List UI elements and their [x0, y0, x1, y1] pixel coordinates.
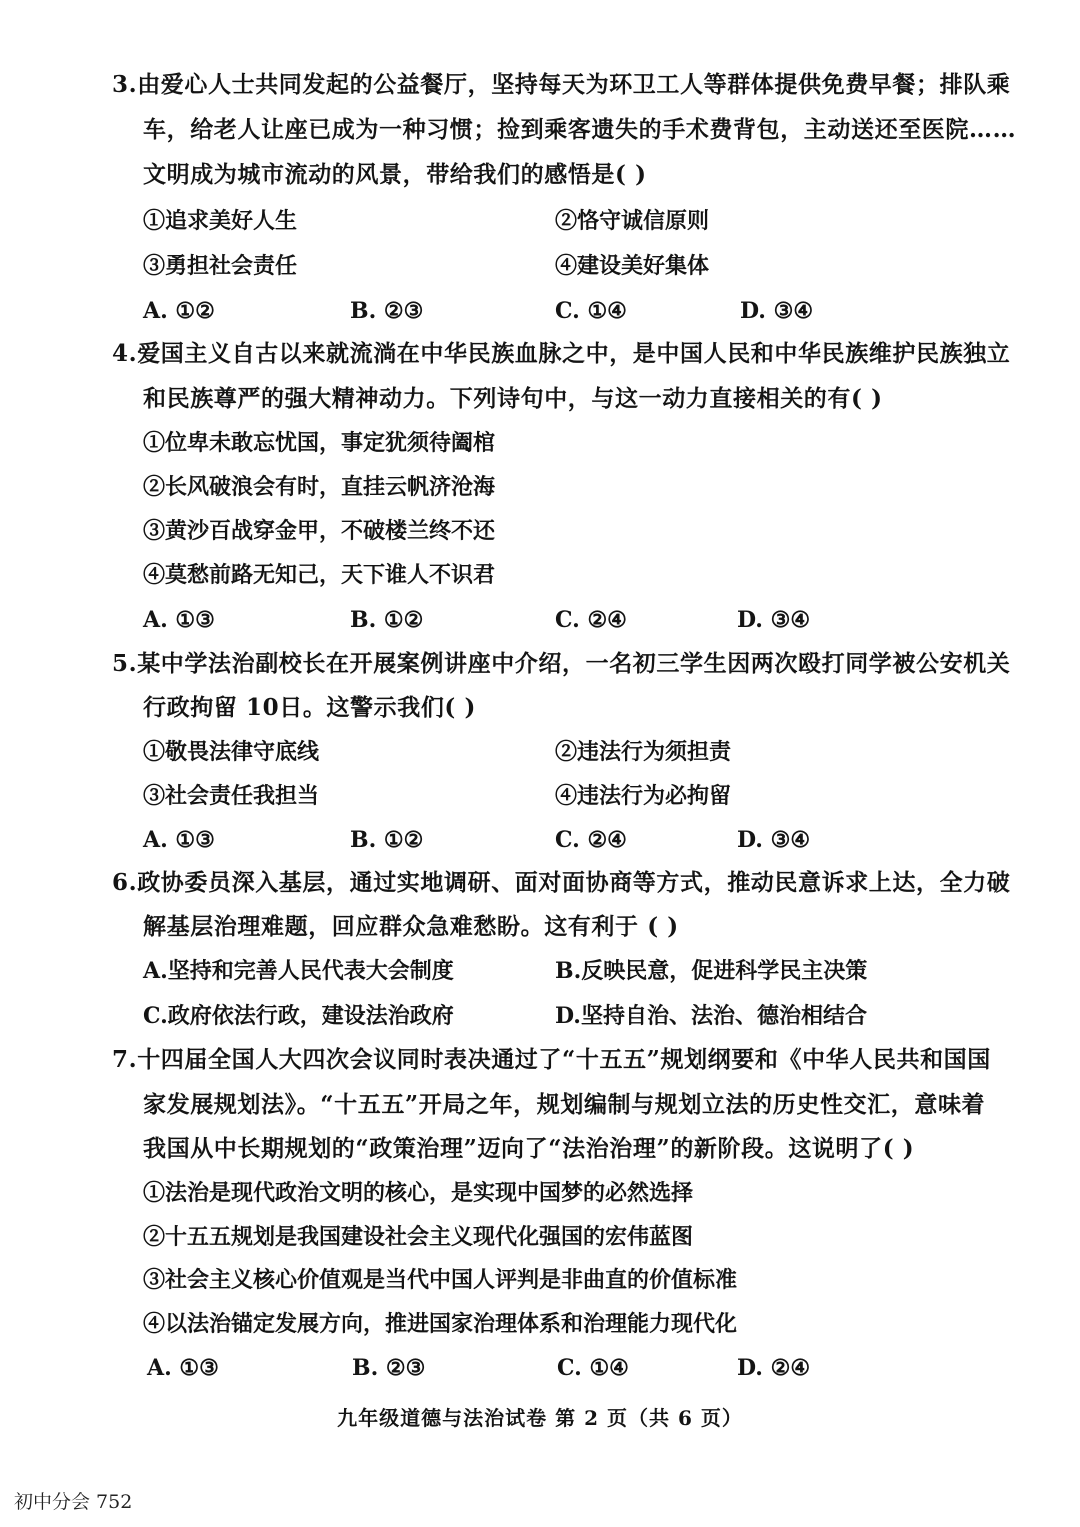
- question-7-choice-a: A. ①③: [147, 1355, 219, 1381]
- question-7-stem-line-3: 我国从中长期规划的“政策治理”迈向了“法治治理”的新阶段。这说明了( ): [143, 1135, 915, 1162]
- question-5-stem-line-1: 5.某中学法治副校长在开展案例讲座中介绍，一名初三学生因两次殴打同学被公安机关: [112, 650, 1011, 677]
- question-7-statement-3: ③社会主义核心价值观是当代中国人评判是非曲直的价值标准: [143, 1267, 738, 1293]
- question-3-statement-2: ②恪守诚信原则: [555, 208, 710, 234]
- question-6-stem-line-1: 6.政协委员深入基层，通过实地调研、面对面协商等方式，推动民意诉求上达，全力破: [112, 869, 1011, 896]
- question-5-statement-4: ④违法行为必拘留: [555, 783, 732, 809]
- question-7-choice-b: B. ②③: [352, 1355, 426, 1381]
- question-3-choice-c: C. ①④: [555, 298, 627, 324]
- question-7-stem-line-2: 家发展规划法》。“十五五”开局之年，规划编制与规划立法的历史性交汇，意味着: [143, 1091, 986, 1118]
- question-7-choice-c: C. ①④: [557, 1355, 629, 1381]
- question-5-statement-1: ①敬畏法律守底线: [143, 739, 320, 765]
- question-4-choice-c: C. ②④: [555, 607, 627, 633]
- question-3-stem-line-3: 文明成为城市流动的风景，带给我们的感悟是( ): [143, 161, 647, 188]
- question-5-choice-d: D. ③④: [737, 827, 811, 853]
- question-6-choice-c: C.政府依法行政，建设法治政府: [143, 1003, 454, 1029]
- question-3-stem-line-1: 3.由爱心人士共同发起的公益餐厅，坚持每天为环卫工人等群体提供免费早餐；排队乘: [112, 71, 1011, 98]
- question-3-statement-4: ④建设美好集体: [555, 253, 710, 279]
- question-3-stem-line-2: 车，给老人让座已成为一种习惯；捡到乘客遗失的手术费背包，主动送还至医院……: [143, 116, 1017, 143]
- question-4-stem-line-2: 和民族尊严的强大精神动力。下列诗句中，与这一动力直接相关的有( ): [143, 385, 883, 412]
- question-7-stem-line-1: 7.十四届全国人大四次会议同时表决通过了“十五五”规划纲要和《中华人民共和国国: [112, 1046, 991, 1073]
- question-4-choice-d: D. ③④: [737, 607, 811, 633]
- watermark: 初中分会 752: [14, 1491, 133, 1513]
- question-3-choice-a: A. ①②: [143, 298, 215, 324]
- question-3-choice-d: D. ③④: [740, 298, 814, 324]
- question-4-stem-line-1: 4.爱国主义自古以来就流淌在中华民族血脉之中，是中国人民和中华民族维护民族独立: [112, 340, 1011, 367]
- question-4-choice-b: B. ①②: [350, 607, 424, 633]
- question-7-statement-1: ①法治是现代政治文明的核心，是实现中国梦的必然选择: [143, 1180, 694, 1206]
- question-6-stem-line-2: 解基层治理难题，回应群众急难愁盼。这有利于 ( ): [143, 913, 679, 940]
- question-5-stem-line-2: 行政拘留 10日。这警示我们( ): [143, 694, 476, 721]
- question-4-statement-1: ①位卑未敢忘忧国，事定犹须待阖棺: [143, 430, 496, 456]
- question-5-choice-a: A. ①③: [143, 827, 215, 853]
- question-7-statement-2: ②十五五规划是我国建设社会主义现代化强国的宏伟蓝图: [143, 1224, 694, 1250]
- question-7-statement-4: ④以法治锚定发展方向，推进国家治理体系和治理能力现代化: [143, 1311, 738, 1337]
- question-6-choice-b: B.反映民意，促进科学民主决策: [555, 958, 868, 984]
- question-7-choice-d: D. ②④: [737, 1355, 811, 1381]
- question-5-statement-2: ②违法行为须担责: [555, 739, 732, 765]
- question-4-statement-4: ④莫愁前路无知己，天下谁人不识君: [143, 562, 496, 588]
- question-4-statement-3: ③黄沙百战穿金甲，不破楼兰终不还: [143, 518, 496, 544]
- question-4-statement-2: ②长风破浪会有时，直挂云帆济沧海: [143, 474, 496, 500]
- question-3-choice-b: B. ②③: [350, 298, 424, 324]
- question-6-choice-a: A.坚持和完善人民代表大会制度: [143, 958, 454, 984]
- question-3-statement-1: ①追求美好人生: [143, 208, 298, 234]
- question-5-choice-c: C. ②④: [555, 827, 627, 853]
- question-5-choice-b: B. ①②: [350, 827, 424, 853]
- question-5-statement-3: ③社会责任我担当: [143, 783, 320, 809]
- question-3-statement-3: ③勇担社会责任: [143, 253, 298, 279]
- question-4-choice-a: A. ①③: [143, 607, 215, 633]
- page-footer: 九年级道德与法治试卷 第 2 页（共 6 页）: [337, 1406, 743, 1430]
- question-6-choice-d: D.坚持自治、法治、德治相结合: [555, 1003, 867, 1029]
